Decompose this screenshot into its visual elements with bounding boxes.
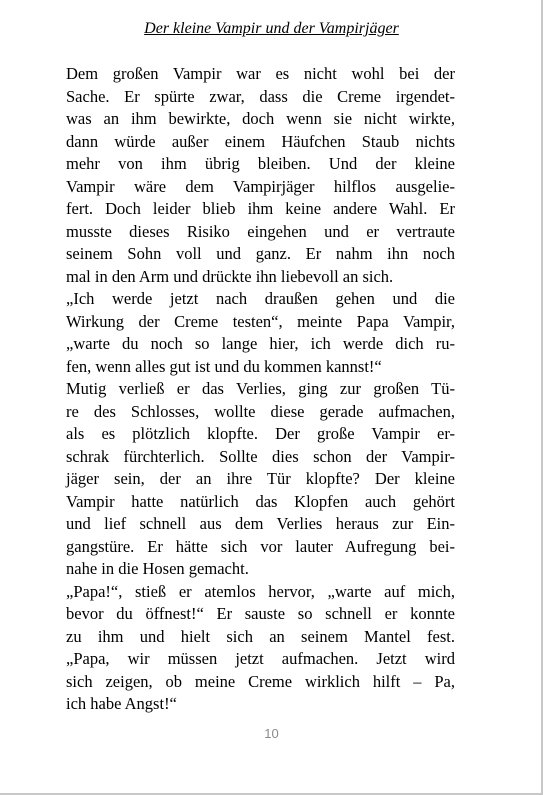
text-line: mal in den Arm und drückte ihn liebevoll an sich. — [66, 266, 394, 286]
text-line: „warte du noch so lange hier, ich werde dich ru- — [66, 334, 455, 353]
text-line: und lief schnell aus dem Verlies heraus zur Ein- — [66, 514, 455, 533]
text-line: bevor du öffnest!“ Er sauste so schnell er konnte — [66, 604, 455, 623]
text-line: was an ihm bewirkte, doch wenn sie nicht wirkte, — [66, 109, 455, 128]
text-line: ich habe Angst!“ — [66, 694, 177, 713]
text-line: Mutig verließ er das Verlies, ging zur großen Tü- — [66, 379, 455, 398]
text-line: re des Schlosses, wollte diese gerade aufmachen, — [66, 401, 455, 421]
text-line: dann würde außer einem Häufchen Staub nichts — [66, 131, 455, 151]
text-line: seinem Sohn voll und ganz. Er nahm ihn noch — [66, 244, 455, 263]
text-line: jäger sein, der an ihre Tür klopfte? Der kleine — [66, 469, 455, 488]
text-line: „Papa!“, stieß er atemlos hervor, „warte auf mich, — [66, 581, 455, 601]
text-line: als es plötzlich klopfte. Der große Vampir er- — [66, 424, 455, 443]
text-line: „Ich werde jetzt nach draußen gehen und die — [66, 289, 455, 308]
text-line: fen, wenn alles gut ist und du kommen kannst!“ — [66, 356, 382, 376]
text-line: sich zeigen, ob meine Creme wirklich hilft – Pa, — [66, 671, 455, 691]
page-number: 10 — [264, 726, 279, 741]
text-line: „Papa, wir müssen jetzt aufmachen. Jetzt wird — [66, 649, 455, 668]
text-line: Dem großen Vampir war es nicht wohl bei der — [66, 64, 455, 83]
text-line: Vampir wäre dem Vampirjäger hilflos ausgelie- — [66, 176, 455, 196]
text-line: schrak fürchterlich. Sollte dies schon der Vampir- — [66, 446, 455, 466]
text-line: zu ihm und hielt sich an seinem Mantel fest. — [66, 626, 455, 646]
text-line: gangstüre. Er hätte sich vor lauter Aufregung bei- — [66, 536, 455, 556]
text-line: mehr von ihm übrig bleiben. Und der kleine — [66, 154, 455, 173]
text-line: musste dieses Risiko eingehen und er vertraute — [66, 221, 455, 241]
text-line: fert. Doch leider blieb ihm keine andere Wahl. Er — [66, 199, 455, 218]
running-header-title: Der kleine Vampir und der Vampirjäger — [144, 20, 399, 37]
text-line: nahe in die Hosen gemacht. — [66, 559, 249, 578]
text-line: Vampir hatte natürlich das Klopfen auch gehört — [66, 491, 455, 511]
text-line: Wirkung der Creme testen“, meinte Papa Vampir, — [66, 311, 455, 331]
body-text — [66, 63, 455, 716]
text-line: Sache. Er spürte zwar, dass die Creme irgendet- — [66, 86, 455, 106]
